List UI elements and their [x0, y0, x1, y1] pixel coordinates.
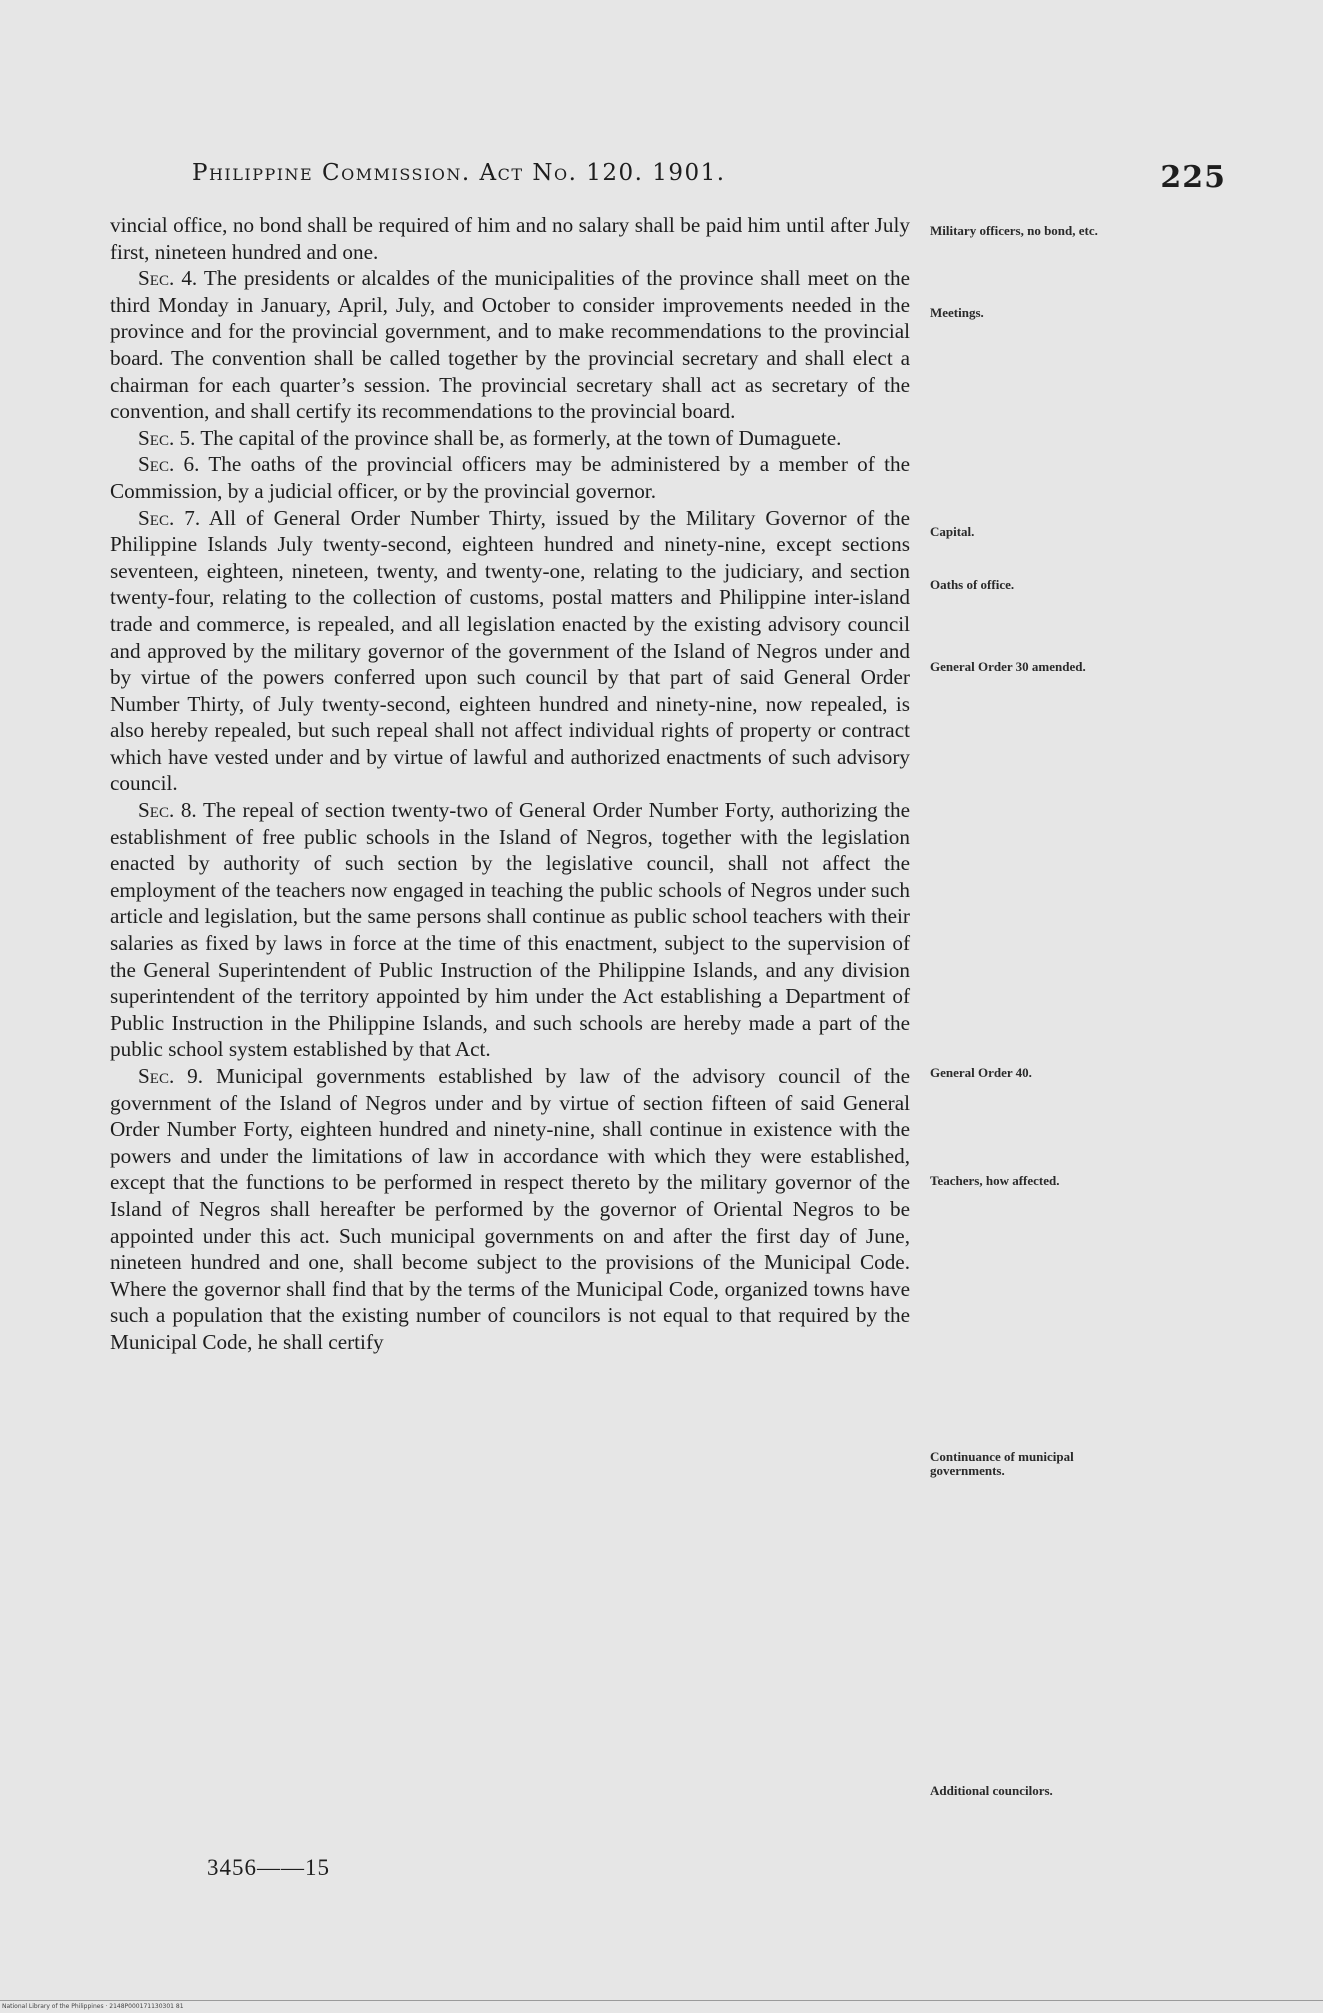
- paragraph-sec-6: [110, 451, 910, 504]
- paragraph-continued: [110, 212, 910, 265]
- section-label: Sec. 8.: [138, 798, 197, 823]
- paragraph-text: The oaths of the provincial officers may be administered by a member of the Commission, by a judicial officer, or by the provincial governor.: [110, 452, 911, 503]
- margin-note-military-officers: Military officers, no bond, etc.: [930, 223, 1098, 238]
- paragraph-text: All of General Order Number Thirty, issued by the Military Governor of the Philippine Islands July twenty-second, eighteen hundred and ninety-nine, except sections seventeen, eighteen, nineteen, twenty, and twenty-one, relating to the judiciary, and section twenty-four, relating to the collection of customs, postal matters and Philippine inter-island trade and commerce, is repealed, and all legislation enacted by the existing advisory council and approved by the military governor of the government of the Island of Negros under and by virtue of the powers conferred upon such council by that part of said General Order Number Thirty, of July twenty-second, eighteen hundred and ninety-nine, now repealed, is also hereby repealed, but such repeal shall not affect individual rights of property or contract which have vested under and by virtue of lawful and authorized enactments of such advisory council.: [110, 505, 911, 796]
- running-title: Philippine Commission. Act No. 120. 1901.: [192, 160, 726, 186]
- margin-note-general-order-30: General Order 30 amended.: [930, 659, 1086, 674]
- printer-signature: 3456——15: [207, 1855, 330, 1880]
- section-label: Sec. 7.: [138, 505, 201, 530]
- section-label: Sec. 4.: [138, 266, 198, 291]
- section-label: Sec. 9.: [138, 1064, 204, 1088]
- paragraph-text: Municipal governments established by law of the advisory council of the government of the Island of Negros under and by virtue of section fifteen of said General Order Number Forty, eighteen hundred and ninety-nine, shall continue in existence with the powers and under the limitations of law in accordance with which they were established, except that the functions to be performed in respect thereto by the military governor of the Island of Negros shall hereafter be performed by the governor of Oriental Negros to be appointed under this act. Such municipal governments on and after the first day of June, nineteen hundred and one, shall become subject to the provisions of the Municipal Code. Where the governor shall find that by the terms of the Municipal Code, organized towns have such a population that the existing number of councilors is not equal to that required by the Municipal Code, he shall certify: [110, 1064, 910, 1354]
- margin-notes: [930, 0, 1120, 2013]
- paragraph-sec-5: [110, 425, 910, 452]
- paragraph-sec-7: [110, 505, 910, 798]
- margin-note-teachers: Teachers, how affected.: [930, 1173, 1060, 1188]
- paragraph-sec-4: [110, 265, 910, 425]
- margin-note-additional-councilors: Additional councilors.: [930, 1783, 1053, 1798]
- footer-divider: [0, 2000, 1323, 2001]
- paragraph-text: The repeal of section twenty-two of General Order Number Forty, authorizing the establishment of free public schools in the Island of Negros, together with the legislation enacted by authority of such section by the legislative council, shall not affect the employment of the teachers now engaged in teaching the public schools of Negros under such article and legislation, but the same persons shall continue as public school teachers with their salaries as fixed by laws in force at the time of this enactment, subject to the supervision of the General Superintendent of Public Instruction of the Philippine Islands, and any division superintendent of the territory appointed by him under the Act establishing a Department of Public Instruction in the Philippine Islands, and such schools are hereby made a part of the public school system established by that Act.: [110, 798, 911, 1062]
- footer-credit: National Library of the Philippines · 2148P000171130301 81: [2, 2003, 184, 2010]
- section-label: Sec. 6.: [138, 452, 200, 477]
- paragraph-sec-9: [110, 1063, 910, 1356]
- section-label: Sec. 5.: [138, 425, 196, 450]
- paragraph-text: The presidents or alcaldes of the municipalities of the province shall meet on the third Monday in January, April, July, and October to consider improvements needed in the province and for the provincial government, and to make recommendations to the provincial board. The convention shall be called together by the provincial secretary and shall elect a chairman for each quarter’s session. The provincial secretary shall act as secretary of the convention, and shall certify its recommendations to the provincial board.: [110, 266, 911, 424]
- margin-note-oaths: Oaths of office.: [930, 577, 1015, 592]
- margin-note-meetings: Meetings.: [930, 305, 984, 320]
- margin-note-general-order-40: General Order 40.: [930, 1065, 1032, 1080]
- page-number: 225: [1160, 160, 1226, 195]
- body-text: [110, 212, 910, 1356]
- paragraph-text: The capital of the province shall be, as formerly, at the town of Dumaguete.: [195, 425, 842, 450]
- paragraph-sec-8: [110, 797, 910, 1063]
- running-head: [192, 160, 1226, 195]
- paragraph-text: vincial office, no bond shall be required of him and no salary shall be paid him until after July first, nineteen hundred and one.: [110, 213, 910, 264]
- margin-note-municipal-governments: Continuance of municipal governments.: [930, 1449, 1074, 1478]
- margin-note-capital: Capital.: [930, 524, 975, 539]
